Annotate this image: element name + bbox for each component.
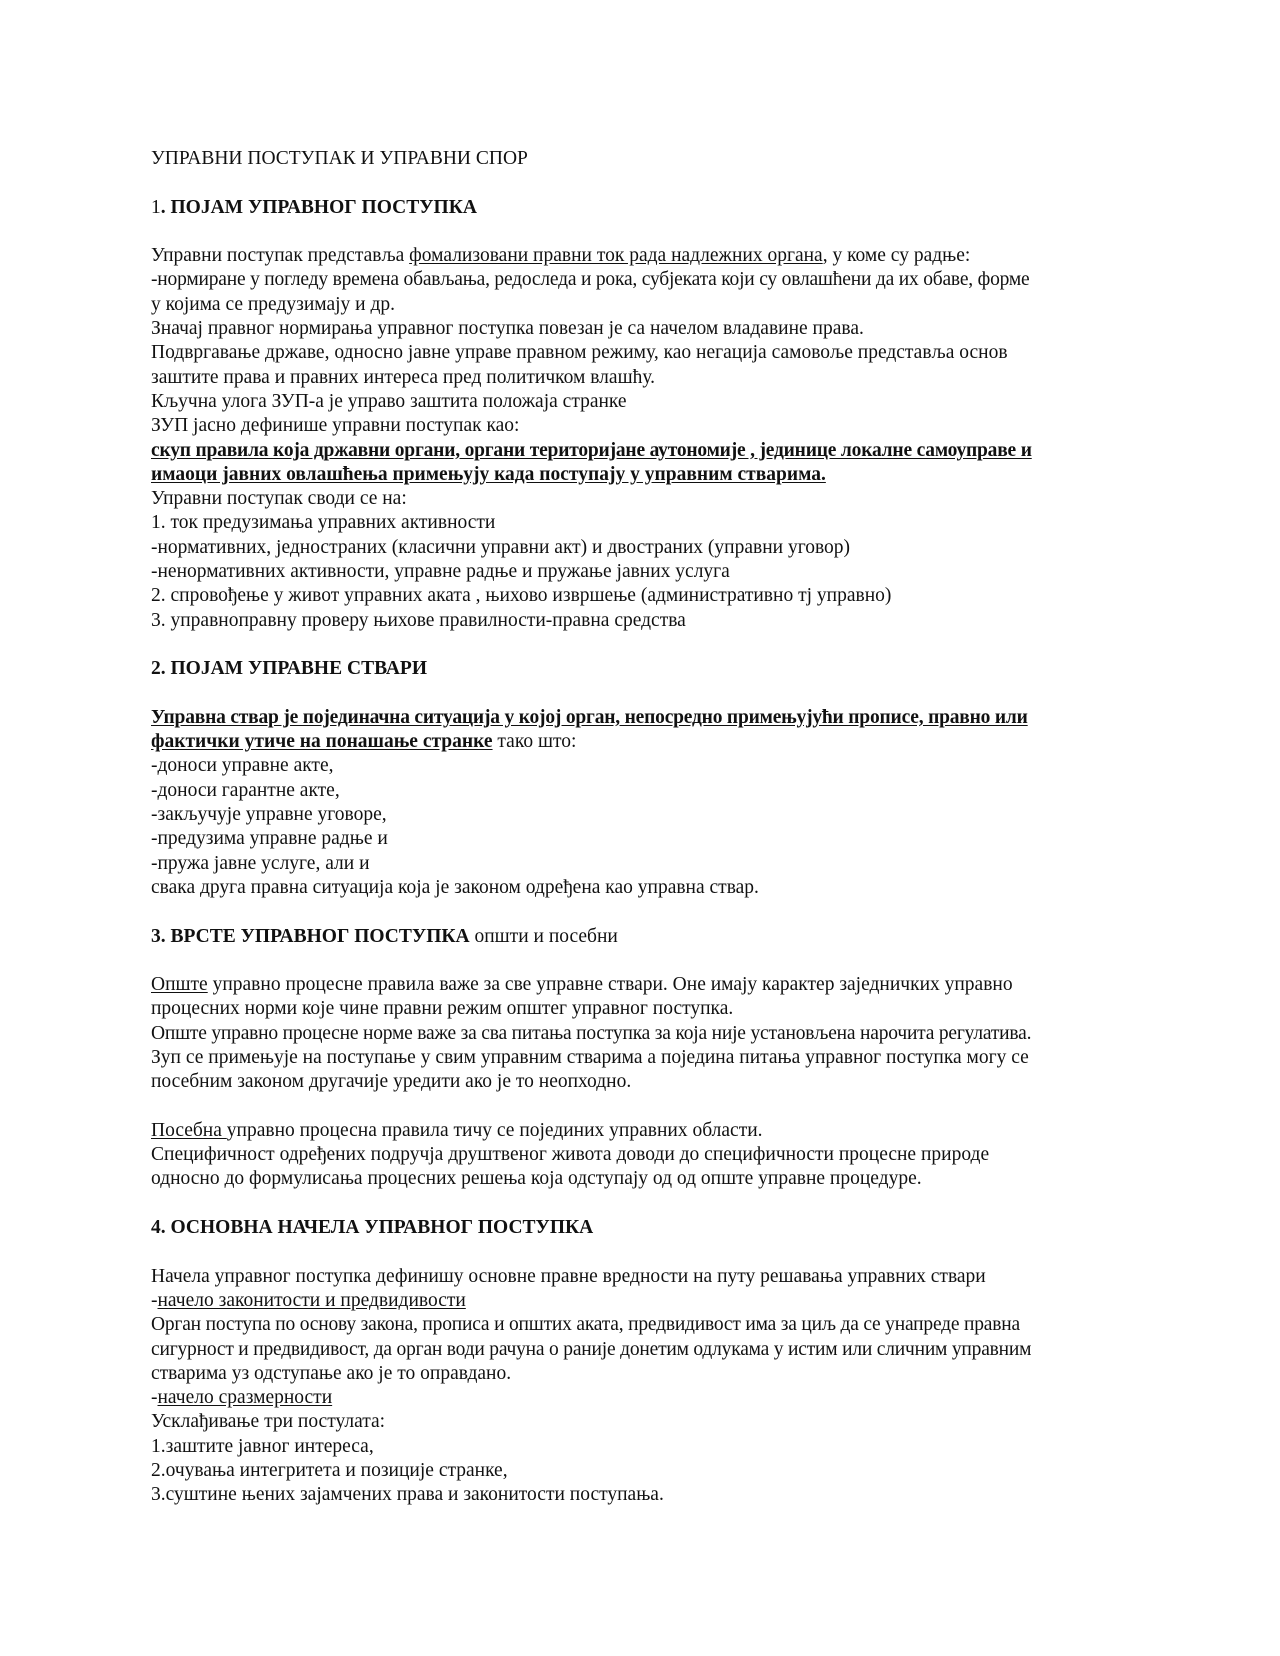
paragraph-line (151, 973, 1136, 997)
section-1-heading-num: 1 (151, 196, 161, 218)
paragraph-line: Кључна улога ЗУП-а је управо заштита положаја странке (151, 390, 627, 412)
definition-line: имаоци јавних овлашћења примењују када поступају у управним стварима. (151, 463, 826, 485)
definition-line: Управна ствар је појединачна ситуација у којој орган, непосредно примењујући прописе, правно или (151, 706, 1028, 728)
heading-text: 3. ВРСТЕ УПРАВНОГ ПОСТУПКА (151, 925, 470, 947)
text-run: - (151, 1387, 158, 1409)
heading-suffix: општи и посебни (469, 925, 618, 947)
text-run: , у коме су радње: (822, 245, 971, 267)
underlined-text: начело сразмерности (157, 1387, 333, 1409)
paragraph-line: односно до формулисања процесних решења која одступају од од опште управне процедуре. (151, 1168, 922, 1190)
text-run: управно процесна правила тичу се појединих управних области. (226, 1119, 763, 1141)
underlined-text: фактички утиче на понашање странке (151, 731, 493, 753)
document-page (151, 147, 1136, 1508)
paragraph-line (151, 1119, 1136, 1143)
list-item: -доноси гарантне акте, (151, 779, 340, 801)
underlined-text: Посебна (151, 1119, 227, 1141)
principle-heading (151, 1386, 1136, 1410)
paragraph-line: Подвргавање државе, односно јавне управе правном режиму, као негација самовоље представља основ (151, 342, 1008, 364)
paragraph-line: Значај правног нормирања управног поступка повезан је са начелом владавине права. (151, 318, 864, 340)
list-item: 3.суштине њених зајамчених права и законитости поступања. (151, 1484, 664, 1506)
definition-line (151, 730, 1136, 754)
text-run: Управни поступак представља (151, 245, 410, 267)
paragraph-line: Опште управно процесне норме важе за сва питања поступка за која није установљена нарочита регулатива. (151, 1022, 1032, 1044)
paragraph-line: сигурност и предвидивост, да орган води рачуна о раније донетим одлукама у истим или сличним управним (151, 1338, 1032, 1360)
paragraph-line: Начела управног поступка дефинишу основне правне вредности на путу решавања управних ствари (151, 1265, 986, 1287)
list-item: -ненормативних активности, управне радње и пружање јавних услуга (151, 561, 730, 583)
definition-line: скуп правила која државни органи, органи територијане аутономије , јединице локалне самоуправе и (151, 439, 1032, 461)
list-item: 1.заштите јавног интереса, (151, 1435, 374, 1457)
section-1-heading (151, 196, 1136, 220)
principle-heading (151, 1289, 1136, 1313)
list-item: -доноси управне акте, (151, 755, 334, 777)
paragraph-line: заштите права и правних интереса пред политичком влашћу. (151, 366, 656, 388)
list-item: -нормативних, једностраних (класични управни акт) и двостраних (управни уговор) (151, 536, 851, 558)
list-item: 2.очувања интегритета и позиције странке, (151, 1460, 508, 1482)
paragraph-line: у којима се предузимају и др. (151, 293, 396, 315)
text-run: тако што: (492, 731, 577, 753)
list-item: 2. спровођење у живот управних аката , њихово извршење (административно тј управно) (151, 585, 892, 607)
section-2-heading: 2. ПОЈАМ УПРАВНЕ СТВАРИ (151, 658, 428, 680)
paragraph-line: процесних норми које чине правни режим општег управног поступка. (151, 998, 734, 1020)
paragraph-line: посебним законом другачије уредити ако је то неопходно. (151, 1071, 632, 1093)
paragraph-line: ЗУП јасно дефинише управни поступак као: (151, 415, 520, 437)
list-item: -закључује управне уговоре, (151, 804, 387, 826)
paragraph-line (151, 244, 1136, 268)
paragraph-line: Усклађивање три постулата: (151, 1411, 386, 1433)
list-item: -пружа јавне услуге, али и (151, 852, 370, 874)
paragraph-line: -нормиране у погледу времена обављања, редоследа и рока, субјеката који су овлашћени да их обаве, форме (151, 269, 1030, 291)
section-4-heading: 4. ОСНОВНА НАЧЕЛА УПРАВНОГ ПОСТУПКА (151, 1217, 594, 1239)
underlined-text: фомализовани правни ток рада надлежних органа (409, 245, 823, 267)
list-item: свака друга правна ситуација која је законом одређена као управна ствар. (151, 876, 759, 898)
underlined-text: Опште (151, 974, 208, 996)
list-item: -предузима управне радње и (151, 828, 388, 850)
paragraph-line: Специфичност одређених подручја друштвеног живота доводи до специфичности процесне природе (151, 1144, 990, 1166)
paragraph-line: Управни поступак своди се на: (151, 488, 407, 510)
text-run: - (151, 1289, 158, 1311)
paragraph-line: Орган поступа по основу закона, прописа и општих аката, предвидивост има за циљ да се унапреде правна (151, 1314, 1020, 1336)
document-title: УПРАВНИ ПОСТУПАК И УПРАВНИ СПОР (151, 148, 528, 169)
section-1-heading-text: . ПОЈАМ УПРАВНОГ ПОСТУПКА (160, 196, 477, 218)
list-item: 1. ток предузимања управних активности (151, 512, 496, 534)
text-run: управно процесне правила важе за све управне ствари. Оне имају карактер заједничких управно (207, 974, 1013, 996)
section-3-heading (151, 925, 1136, 949)
list-item: 3. управноправну проверу њихове правилности-правна средства (151, 609, 686, 631)
paragraph-line: стварима уз одступање ако је то оправдано. (151, 1362, 512, 1384)
underlined-text: начело законитости и предвидивости (157, 1289, 466, 1311)
paragraph-line: Зуп се примењује на поступање у свим управним стварима а поједина питања управног поступка могу се (151, 1046, 1029, 1068)
